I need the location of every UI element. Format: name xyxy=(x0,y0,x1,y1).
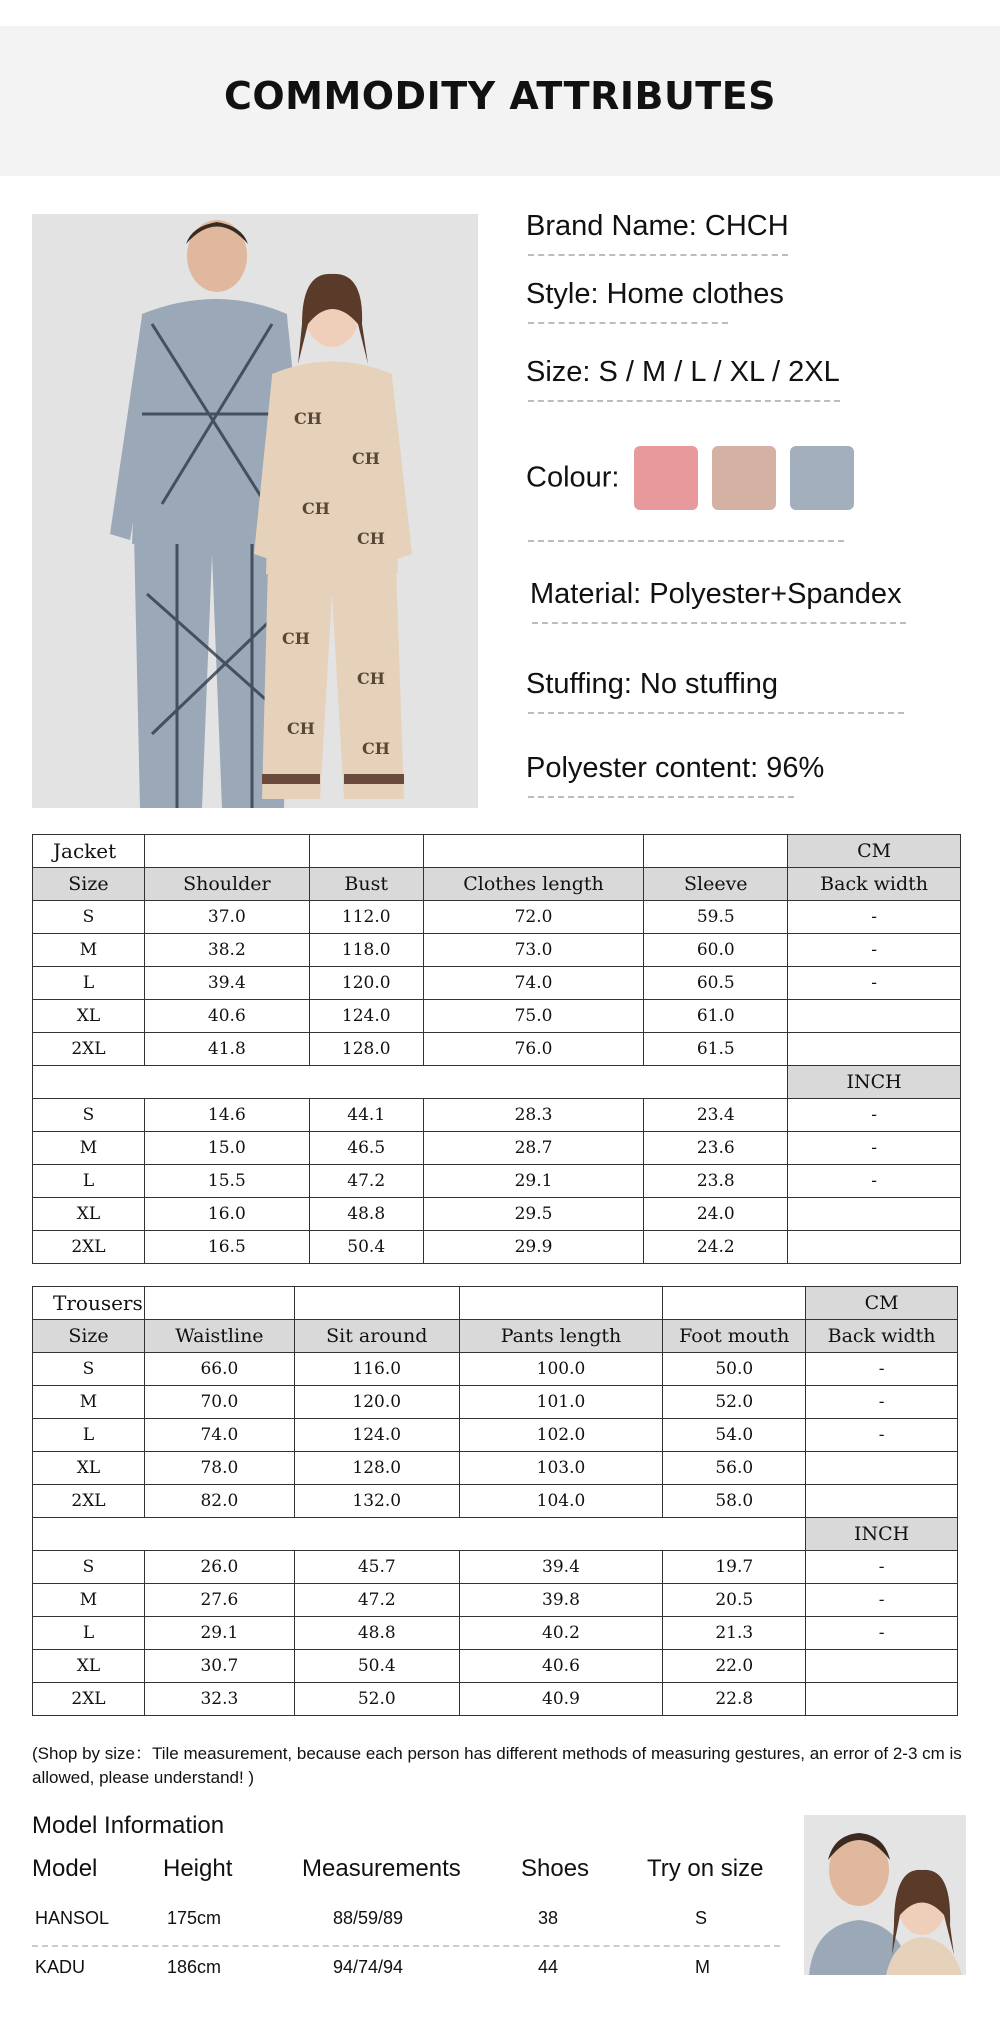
table-cell: 61.0 xyxy=(644,1000,788,1033)
table-row xyxy=(33,1132,961,1165)
table-cell: 40.9 xyxy=(459,1683,663,1716)
jacket-size-table xyxy=(32,834,961,1264)
table-cell xyxy=(806,1650,958,1683)
table-row xyxy=(33,967,961,1000)
table-cell: - xyxy=(788,1165,961,1198)
empty-cell xyxy=(294,1287,459,1320)
table-row xyxy=(33,1033,961,1066)
model-try-on: S xyxy=(695,1908,708,1928)
table-row xyxy=(33,934,961,967)
table-row xyxy=(33,1198,961,1231)
table-cell xyxy=(806,1485,958,1518)
table-cell: 124.0 xyxy=(309,1000,423,1033)
table-cell: 75.0 xyxy=(423,1000,644,1033)
column-header: Back width xyxy=(806,1320,958,1353)
model-try-on: M xyxy=(695,1957,710,1977)
table-cell: 120.0 xyxy=(294,1386,459,1419)
attr-material-text: Material: Polyester+Spandex xyxy=(530,578,902,610)
table-cell: 23.6 xyxy=(644,1132,788,1165)
table-row xyxy=(33,1000,961,1033)
table-cell: 16.0 xyxy=(144,1198,309,1231)
table-cell: 29.1 xyxy=(144,1617,294,1650)
svg-text:CH: CH xyxy=(294,409,322,428)
trousers-title: Trousers xyxy=(33,1287,145,1320)
attr-size-text: Size: S / M / L / XL / 2XL xyxy=(526,356,840,388)
measurement-note: (Shop by size：Tile measurement, because each person has different methods of measuring gestures, an error of 2-3 cm is allowed, please understand! ) xyxy=(32,1744,962,1787)
divider xyxy=(532,622,906,624)
table-cell: 16.5 xyxy=(144,1231,309,1264)
table-cell: - xyxy=(806,1419,958,1452)
table-cell: 40.6 xyxy=(459,1650,663,1683)
table-cell: 61.5 xyxy=(644,1033,788,1066)
table-cell: 82.0 xyxy=(144,1485,294,1518)
product-photo xyxy=(32,214,478,808)
table-cell: 128.0 xyxy=(294,1452,459,1485)
table-cell: XL xyxy=(33,1198,145,1231)
column-header: Bust xyxy=(309,868,423,901)
empty-cell xyxy=(663,1287,806,1320)
table-cell: - xyxy=(788,1132,961,1165)
table-cell: 101.0 xyxy=(459,1386,663,1419)
table-cell: 39.8 xyxy=(459,1584,663,1617)
table-cell: 40.6 xyxy=(144,1000,309,1033)
table-cell: 103.0 xyxy=(459,1452,663,1485)
table-cell xyxy=(788,1231,961,1264)
table-cell: L xyxy=(33,1165,145,1198)
empty-cell xyxy=(144,1287,294,1320)
table-cell: - xyxy=(806,1353,958,1386)
trousers-title-row xyxy=(33,1287,958,1320)
attr-stuffing-text: Stuffing: No stuffing xyxy=(526,668,779,700)
svg-text:CH: CH xyxy=(362,739,390,758)
table-cell: 124.0 xyxy=(294,1419,459,1452)
table-cell: XL xyxy=(33,1000,145,1033)
trousers-header-row xyxy=(33,1320,958,1353)
table-cell: 60.5 xyxy=(644,967,788,1000)
table-cell: 29.5 xyxy=(423,1198,644,1231)
empty-cell xyxy=(309,835,423,868)
colour-swatch-beige[interactable] xyxy=(712,446,776,510)
column-header: Sit around xyxy=(294,1320,459,1353)
divider xyxy=(528,540,844,542)
table-cell: 26.0 xyxy=(144,1551,294,1584)
table-cell: 28.3 xyxy=(423,1099,644,1132)
svg-text:CH: CH xyxy=(357,529,385,548)
attr-colour xyxy=(526,446,854,510)
table-cell: 22.0 xyxy=(663,1650,806,1683)
attr-stuffing xyxy=(526,668,778,701)
table-cell: 48.8 xyxy=(309,1198,423,1231)
table-cell: 52.0 xyxy=(294,1683,459,1716)
page-title: COMMODITY ATTRIBUTES xyxy=(223,74,777,118)
jacket-title-row xyxy=(33,835,961,868)
attr-brand xyxy=(526,210,789,243)
table-cell: 39.4 xyxy=(459,1551,663,1584)
table-row xyxy=(33,1617,958,1650)
trousers-inch-row xyxy=(33,1518,958,1551)
table-cell: 112.0 xyxy=(309,901,423,934)
table-cell: 116.0 xyxy=(294,1353,459,1386)
attr-polyester-text: Polyester content: 96% xyxy=(526,752,825,784)
table-cell: 40.2 xyxy=(459,1617,663,1650)
divider xyxy=(528,254,788,256)
table-cell xyxy=(806,1452,958,1485)
model-header-height: Height xyxy=(163,1855,233,1882)
empty-cell xyxy=(33,1518,806,1551)
empty-cell xyxy=(423,835,644,868)
table-cell: 45.7 xyxy=(294,1551,459,1584)
table-cell: L xyxy=(33,967,145,1000)
table-cell xyxy=(788,1033,961,1066)
table-cell: 32.3 xyxy=(144,1683,294,1716)
colour-swatch-grey[interactable] xyxy=(790,446,854,510)
model-shoes: 38 xyxy=(538,1908,559,1928)
table-cell: 41.8 xyxy=(144,1033,309,1066)
table-cell: M xyxy=(33,934,145,967)
attr-colour-label: Colour: xyxy=(526,461,620,494)
jacket-header-row xyxy=(33,868,961,901)
table-cell: 19.7 xyxy=(663,1551,806,1584)
trousers-unit-inch: INCH xyxy=(806,1518,958,1551)
table-cell: 27.6 xyxy=(144,1584,294,1617)
table-cell: 20.5 xyxy=(663,1584,806,1617)
table-cell: 66.0 xyxy=(144,1353,294,1386)
model-header-model: Model xyxy=(32,1855,98,1882)
table-cell: 22.8 xyxy=(663,1683,806,1716)
table-cell: 2XL xyxy=(33,1683,145,1716)
table-row xyxy=(33,1165,961,1198)
model-measurements: 88/59/89 xyxy=(333,1908,404,1928)
table-cell: - xyxy=(806,1386,958,1419)
table-cell: 73.0 xyxy=(423,934,644,967)
table-cell: 52.0 xyxy=(663,1386,806,1419)
table-cell: M xyxy=(33,1584,145,1617)
table-cell: 58.0 xyxy=(663,1485,806,1518)
table-row xyxy=(33,901,961,934)
model-name: KADU xyxy=(35,1957,86,1977)
table-cell: 48.8 xyxy=(294,1617,459,1650)
jacket-unit-inch: INCH xyxy=(788,1066,961,1099)
attr-brand-text: Brand Name: CHCH xyxy=(526,210,789,242)
table-cell: - xyxy=(806,1617,958,1650)
table-cell: 104.0 xyxy=(459,1485,663,1518)
svg-text:CH: CH xyxy=(302,499,330,518)
table-cell: S xyxy=(33,1353,145,1386)
table-cell: M xyxy=(33,1386,145,1419)
table-cell: 23.8 xyxy=(644,1165,788,1198)
table-cell: 30.7 xyxy=(144,1650,294,1683)
svg-text:CH: CH xyxy=(287,719,315,738)
table-row xyxy=(33,1231,961,1264)
table-cell: 28.7 xyxy=(423,1132,644,1165)
colour-swatch-pink[interactable] xyxy=(634,446,698,510)
table-cell: - xyxy=(788,901,961,934)
table-cell: 132.0 xyxy=(294,1485,459,1518)
model-shoes: 44 xyxy=(538,1957,559,1977)
table-cell: 76.0 xyxy=(423,1033,644,1066)
jacket-inch-row xyxy=(33,1066,961,1099)
column-header: Back width xyxy=(788,868,961,901)
model-name: HANSOL xyxy=(35,1908,110,1928)
table-cell: 15.0 xyxy=(144,1132,309,1165)
column-header: Shoulder xyxy=(144,868,309,901)
model-header-shoes: Shoes xyxy=(521,1855,590,1882)
column-header: Foot mouth xyxy=(663,1320,806,1353)
svg-text:CH: CH xyxy=(357,669,385,688)
table-cell: 24.0 xyxy=(644,1198,788,1231)
attr-style-text: Style: Home clothes xyxy=(526,278,784,310)
model-height: 186cm xyxy=(167,1957,222,1977)
table-row xyxy=(33,1650,958,1683)
table-cell: 29.1 xyxy=(423,1165,644,1198)
table-cell: - xyxy=(806,1551,958,1584)
empty-cell xyxy=(459,1287,663,1320)
table-cell: - xyxy=(806,1584,958,1617)
table-row xyxy=(33,1452,958,1485)
table-cell: 2XL xyxy=(33,1231,145,1264)
table-cell: S xyxy=(33,1099,145,1132)
table-cell: S xyxy=(33,1551,145,1584)
table-cell: 37.0 xyxy=(144,901,309,934)
attr-material xyxy=(530,578,902,611)
table-cell: 2XL xyxy=(33,1485,145,1518)
table-row xyxy=(33,1386,958,1419)
trousers-size-table xyxy=(32,1286,958,1716)
table-cell: 74.0 xyxy=(423,967,644,1000)
table-cell: 21.3 xyxy=(663,1617,806,1650)
table-cell: 24.2 xyxy=(644,1231,788,1264)
model-divider xyxy=(32,1945,780,1947)
table-cell: 100.0 xyxy=(459,1353,663,1386)
column-header: Clothes length xyxy=(423,868,644,901)
table-cell: 118.0 xyxy=(309,934,423,967)
table-cell: 47.2 xyxy=(309,1165,423,1198)
divider xyxy=(528,712,904,714)
model-height: 175cm xyxy=(167,1908,222,1928)
table-cell: 47.2 xyxy=(294,1584,459,1617)
table-cell: 54.0 xyxy=(663,1419,806,1452)
jacket-title: Jacket xyxy=(33,835,145,868)
table-cell: 78.0 xyxy=(144,1452,294,1485)
svg-text:CH: CH xyxy=(282,629,310,648)
divider xyxy=(528,400,840,402)
table-row xyxy=(33,1584,958,1617)
column-header: Pants length xyxy=(459,1320,663,1353)
model-measurements: 94/74/94 xyxy=(333,1957,404,1977)
table-cell: XL xyxy=(33,1452,145,1485)
divider xyxy=(528,796,794,798)
table-row xyxy=(33,1485,958,1518)
table-cell: XL xyxy=(33,1650,145,1683)
table-cell: 50.0 xyxy=(663,1353,806,1386)
table-row xyxy=(33,1353,958,1386)
table-row xyxy=(33,1551,958,1584)
empty-cell xyxy=(144,835,309,868)
model-info-title: Model Information xyxy=(32,1812,225,1839)
table-cell: 44.1 xyxy=(309,1099,423,1132)
table-cell: 120.0 xyxy=(309,967,423,1000)
empty-cell xyxy=(644,835,788,868)
table-cell: M xyxy=(33,1132,145,1165)
table-cell: 72.0 xyxy=(423,901,644,934)
table-cell: 74.0 xyxy=(144,1419,294,1452)
table-cell: 15.5 xyxy=(144,1165,309,1198)
column-header: Size xyxy=(33,1320,145,1353)
model-thumbnail xyxy=(804,1815,966,1975)
attr-style xyxy=(526,278,784,311)
trousers-unit-cm: CM xyxy=(806,1287,958,1320)
table-cell: L xyxy=(33,1617,145,1650)
model-header-measurements: Measurements xyxy=(302,1855,461,1882)
model-header-try-on: Try on size xyxy=(647,1855,764,1882)
table-cell: - xyxy=(788,967,961,1000)
table-cell: S xyxy=(33,901,145,934)
table-cell: 60.0 xyxy=(644,934,788,967)
table-cell: 14.6 xyxy=(144,1099,309,1132)
table-cell: 59.5 xyxy=(644,901,788,934)
divider xyxy=(528,322,728,324)
table-cell: 50.4 xyxy=(294,1650,459,1683)
table-cell: 29.9 xyxy=(423,1231,644,1264)
table-cell: 50.4 xyxy=(309,1231,423,1264)
table-cell: 128.0 xyxy=(309,1033,423,1066)
table-cell xyxy=(788,1000,961,1033)
table-row xyxy=(33,1419,958,1452)
table-cell: - xyxy=(788,934,961,967)
empty-cell xyxy=(33,1066,788,1099)
table-cell: 102.0 xyxy=(459,1419,663,1452)
table-cell: 46.5 xyxy=(309,1132,423,1165)
table-cell: 56.0 xyxy=(663,1452,806,1485)
table-cell: 38.2 xyxy=(144,934,309,967)
table-cell xyxy=(806,1683,958,1716)
table-cell: L xyxy=(33,1419,145,1452)
column-header: Sleeve xyxy=(644,868,788,901)
svg-text:CH: CH xyxy=(352,449,380,468)
header-banner xyxy=(0,26,1000,176)
column-header: Size xyxy=(33,868,145,901)
table-row xyxy=(33,1099,961,1132)
jacket-unit-cm: CM xyxy=(788,835,961,868)
table-cell: - xyxy=(788,1099,961,1132)
table-row xyxy=(33,1683,958,1716)
table-cell xyxy=(788,1198,961,1231)
column-header: Waistline xyxy=(144,1320,294,1353)
attr-size xyxy=(526,356,840,389)
attr-polyester xyxy=(526,752,824,785)
table-cell: 70.0 xyxy=(144,1386,294,1419)
table-cell: 39.4 xyxy=(144,967,309,1000)
table-cell: 2XL xyxy=(33,1033,145,1066)
table-cell: 23.4 xyxy=(644,1099,788,1132)
